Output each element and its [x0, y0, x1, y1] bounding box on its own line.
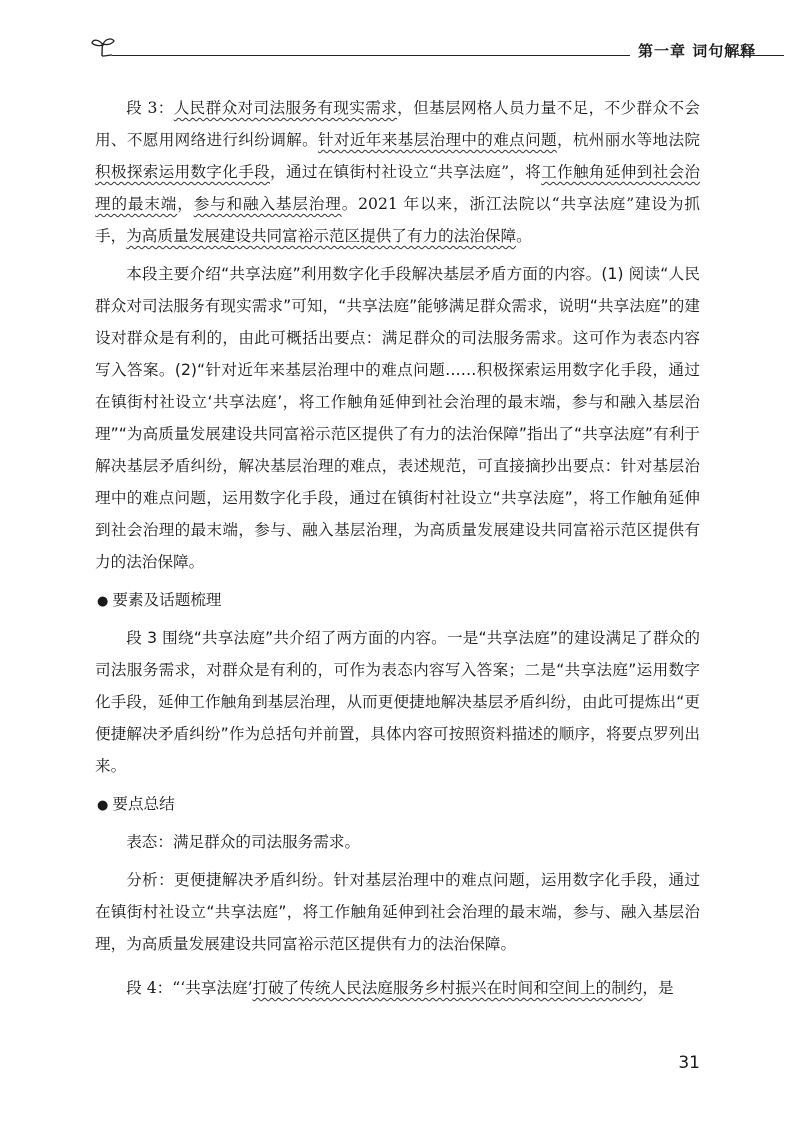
paragraph-label: 段 4： [126, 979, 173, 997]
text-run: ，是 [642, 979, 674, 997]
section-heading-elements [95, 584, 700, 618]
page-header [90, 36, 757, 66]
text-run: 。2021 年以来，浙江法院以“共享法庭”建设为抓手， [95, 195, 700, 245]
analysis-paragraph-2: 段 3 围绕“共享法庭”共介绍了两方面的内容。一是“共享法庭”的建设满足了群众的司法服务需求，对群众是有利的，可作为表态内容写入答案；二是“共享法庭”运用数字化手段，延伸工作触角到基层治理，从而更便捷地解决基层矛盾纠纷，由此可提炼出“更便捷解决矛盾纠纷”作为总括句并前置，具体内容可按照资料描述的顺序，将要点罗列出来。 [95, 629, 700, 775]
section-heading-summary [95, 788, 700, 822]
text-run: ，但基层网格人员力量不足，不少群众不会用、不愿用网络进行纠纷调解。 [95, 99, 700, 149]
header-rule-right [738, 55, 784, 56]
heading-text: 要素及话题梳理 [112, 591, 222, 609]
text-run: 。 [516, 227, 532, 245]
text-run: ，杭州丽水等地法院 [556, 131, 700, 149]
summary-stance: 表态：满足群众的司法服务需求。 [126, 833, 361, 851]
bullet-dot-icon: ● [97, 798, 109, 813]
page-body [95, 92, 700, 1010]
summary-analysis: 分析：更便捷解决矛盾纠纷。针对基层治理中的难点问题，运用数字化手段，通过在镇街村社设立“共享法庭”，将工作触角延伸到社会治理的最末端，参与、融入基层治理，为高质量发展建设共同富裕示范区提供有力的法治保障。 [95, 871, 700, 953]
key-phrase: 打破了传统人民法庭服务乡村振兴在时间和空间上的制约 [252, 979, 643, 997]
text-run: “‘共享法庭’ [172, 979, 253, 997]
key-phrase: 工作触角延伸到社会治理的最末端 [95, 163, 700, 213]
chapter-title: 第一章 词句解释 [638, 42, 757, 60]
paragraph-label: 段 3： [126, 99, 174, 117]
source-paragraph-3 [95, 92, 700, 252]
analysis-paragraph-1: 本段主要介绍“共享法庭”利用数字化手段解决基层矛盾方面的内容。(1) 阅读“人民群众对司法服务有现实需求”可知，“共享法庭”能够满足群众需求，说明“共享法庭”的建设对群众是有利的，由此可概括出要点：满足群众的司法服务需求。这可作为表态内容写入答案。(2)“针对近年来基层治理中的难点问题……积极探索运用数字化手段，通过在镇街村社设立‘共享法庭’，将工作触角延伸到社会治理的最末端，参与和融入基层治理”“为高质量发展建设共同富裕示范区提供了有力的法治保障”指出了“共享法庭”有利于解决基层矛盾纠纷，解决基层治理的难点，表述规范，可直接摘抄出要点：针对基层治理中的难点问题，运用数字化手段，通过在镇街村社设立“共享法庭”，将工作触角延伸到社会治理的最末端，参与、融入基层治理，为高质量发展建设共同富裕示范区提供有力的法治保障。 [95, 265, 700, 571]
heading-text: 要点总结 [112, 795, 175, 813]
key-phrase: 参与和融入基层治理 [193, 195, 342, 213]
text-run: ， [177, 195, 194, 213]
source-paragraph-4 [95, 972, 700, 1004]
page-number: 31 [678, 1053, 700, 1073]
text-run: ，通过在镇街村社设立“共享法庭”，将 [270, 163, 542, 181]
key-phrase: 为高质量发展建设共同富裕示范区提供了有力的法治保障 [126, 227, 517, 245]
key-phrase: 针对近年来基层治理中的难点问题 [318, 131, 557, 149]
header-rule-left [112, 55, 630, 56]
bullet-dot-icon: ● [97, 594, 109, 609]
key-phrase: 人民群众对司法服务有现实需求 [173, 99, 398, 117]
key-phrase: 积极探索运用数字化手段 [95, 163, 271, 181]
